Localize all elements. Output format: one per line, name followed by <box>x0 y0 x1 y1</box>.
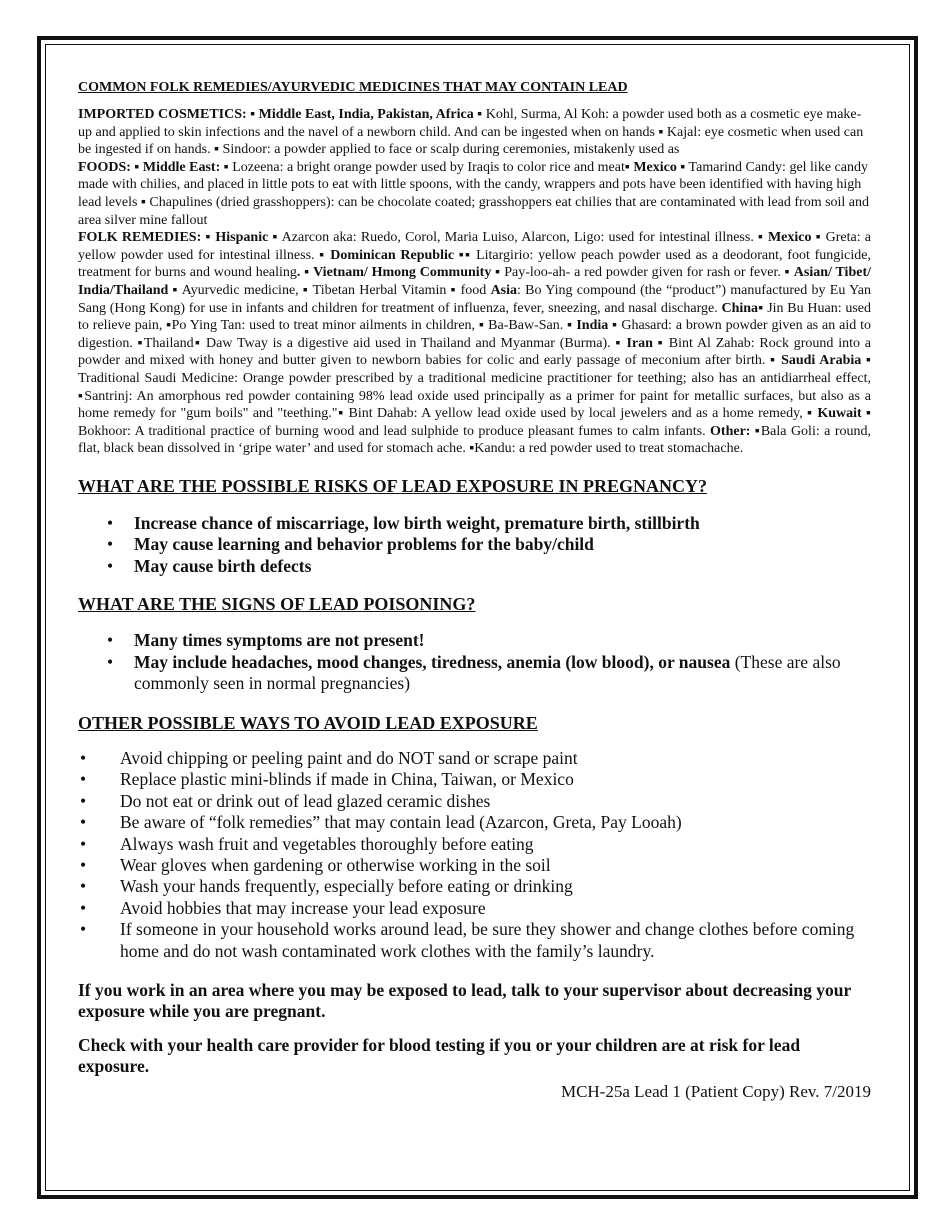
remedies-region-mexico: Mexico <box>767 230 812 246</box>
list-item: • Do not eat or drink out of lead glazed ceramic dishes <box>78 791 871 812</box>
remedies-text-iran: ▪ Bint Al Zahab: Rock ground into a powder and mixed with honey and butter given to newborn babies for colic and early passage of meconium after birth. ▪ <box>78 335 871 369</box>
remedies-label: FOLK REMEDIES: <box>78 230 202 246</box>
signs-list <box>78 630 871 695</box>
list-item: • Be aware of “folk remedies” that may contain lead (Azarcon, Greta, Pay Looah) <box>78 812 871 833</box>
remedies-text-mexico: ▪ Greta: a yellow powder used for intestinal illness. ▪ <box>78 230 872 263</box>
cosmetics-text: ▪ Kohl, Surma, Al Koh: a powder used both as a cosmetic eye make-up and applied to skin infections and the navel of a newborn child. And can be ingested when on hands ▪ Kajal: eye cosmetic when used can be ingested if on hands. ▪ Sindoor: a powder applied to face or scalp during ceremonies, mistakenly used as <box>78 107 864 158</box>
list-item: • May cause learning and behavior problems for the baby/child <box>78 534 871 556</box>
list-item: • If someone in your household works around lead, be sure they shower and change clothes before coming home and do not wash contaminated work clothes with the family’s laundry. <box>78 919 871 962</box>
foods-region-mexico: Mexico <box>633 159 677 175</box>
list-item: • Wash your hands frequently, especially before eating or drinking <box>78 876 871 897</box>
document-body <box>78 74 871 1102</box>
remedies-text-vietnam: ▪ Pay-loo-ah- a red powder given for rash or fever. ▪ <box>491 265 794 281</box>
remedies-text-other: ▪Bala Goli: a round, flat, black bean dissolved in ‘gripe water’ and used for stomach ache. ▪Kandu: a red powder used to treat stomachache. <box>78 423 871 457</box>
list-item: • Wear gloves when gardening or otherwise working in the soil <box>78 855 871 876</box>
remedies-region-hispanic: ▪ Hispanic <box>205 230 269 246</box>
remedies-text-asia: : Bo Ying compound (the “product”) manufactured by Eu Yan Sang (Hong Kong) for use in infants and children for treatment of influenza, fever, sneezing, and nasal discharge. <box>78 282 871 316</box>
list-item: • Increase chance of miscarriage, low birth weight, premature birth, stillbirth <box>78 513 871 535</box>
testing-notice: Check with your health care provider for blood testing if you or your children are at risk for lead exposure. <box>78 1034 801 1077</box>
foods-region-middle-east: ▪ Middle East: <box>134 159 221 175</box>
signs-heading: WHAT ARE THE SIGNS OF LEAD POISONING? <box>78 594 476 615</box>
foods-text-mexico: ▪ Tamarind Candy: gel like candy made with chilies, and placed in little pots to eat with little spoons, with the candy, wrappers and pots have been identified with having high lead levels ▪ Chapulines (dried grasshoppers): can be chocolate coated; grasshoppers eat chilies that are contaminated with lead from soil and area silver mine fallout <box>78 159 870 228</box>
list-item: • Avoid hobbies that may increase your lead exposure <box>78 898 871 919</box>
remedies-text-china: ▪ Jin Bu Huan: used to relieve pain, ▪Po Ying Tan: used to treat minor ailments in children, ▪ Ba-Baw-San. ▪ <box>78 300 872 334</box>
remedies-region-asian: Asian/ Tibet/ India/Thailand <box>78 265 871 298</box>
avoid-list <box>78 748 871 962</box>
cosmetics-label: IMPORTED COSMETICS: <box>78 107 247 122</box>
remedies-region-kuwait: Kuwait <box>817 406 862 422</box>
remedies-text-saudi: ▪ Traditional Saudi Medicine: Orange powder prescribed by a traditional medicine practitioner for teething; also has an antidiarrheal effect, ▪Santrinj: An amorphous red powder containing 98% lead oxide used principally as a primer for paint for metallic surfaces, but also as a home remedy for "gum boils" and "teething."▪ Bint Dahab: A yellow lead oxide used by local jewelers and as a home remedy, ▪ <box>78 353 871 422</box>
signs-item-note: (These are also commonly seen in normal pregnancies) <box>134 651 841 694</box>
remedies-region-dominican: Dominican Republic ▪▪ <box>330 247 472 263</box>
list-item: • Avoid chipping or peeling paint and do NOT sand or scrape paint <box>78 748 871 769</box>
list-item: • Replace plastic mini-blinds if made in China, Taiwan, or Mexico <box>78 769 871 790</box>
remedies-region-other: Other: <box>710 423 751 439</box>
remedies-region-iran: Iran <box>626 335 653 351</box>
remedies-region-india: India <box>576 318 609 334</box>
remedies-region-asia: Asia <box>490 282 518 298</box>
remedies-region-china: China <box>721 300 759 316</box>
signs-item-bold: May include headaches, mood changes, tiredness, anemia (low blood), or nausea <box>134 651 731 672</box>
remedies-region-saudi: Saudi Arabia <box>781 353 862 369</box>
remedies-text-kuwait: ▪ Bokhoor: A traditional practice of burning wood and lead sulphide to produce pleasant fumes to calm infants. <box>78 406 871 439</box>
imported-cosmetics-paragraph <box>78 106 871 159</box>
foods-paragraph <box>78 159 871 229</box>
list-item: • Always wash fruit and vegetables thoroughly before eating <box>78 834 871 855</box>
remedies-text-hispanic: ▪ Azarcon aka: Ruedo, Corol, Maria Luiso, Alarcon, Ligo: used for intestinal illness. ▪ <box>268 230 768 246</box>
work-notice: If you work in an area where you may be exposed to lead, talk to your supervisor about decreasing your exposure while you are pregnant. <box>78 979 851 1022</box>
list-item: • May cause birth defects <box>78 556 871 578</box>
list-item <box>78 652 871 695</box>
avoid-heading: OTHER POSSIBLE WAYS TO AVOID LEAD EXPOSURE <box>78 712 538 733</box>
folk-remedies-title: COMMON FOLK REMEDIES/AYURVEDIC MEDICINES THAT MAY CONTAIN LEAD <box>78 80 628 95</box>
remedies-text-dominican: Litargirio: yellow peach powder used as a deodorant, foot fungicide, treatment for burns and wound healing <box>78 247 871 281</box>
risks-list <box>78 513 871 578</box>
remedies-region-vietnam: . ▪ Vietnam/ Hmong Community <box>296 265 492 281</box>
list-item: • Many times symptoms are not present! <box>78 630 871 652</box>
folk-remedies-paragraph <box>78 229 871 458</box>
remedies-text-asian: ▪ Ayurvedic medicine, ▪ Tibetan Herbal Vitamin ▪ food <box>168 282 491 298</box>
remedies-text-india: ▪ Ghasard: a brown powder given as an aid to digestion. ▪Thailand▪ Daw Tway is a digestive aid used in Thailand and Myanmar (Burma). ▪ <box>78 318 871 351</box>
foods-text-middle-east: ▪ Lozeena: a bright orange powder used by Iraqis to color rice and meat▪ <box>220 159 634 175</box>
foods-label: FOODS: <box>78 159 131 175</box>
form-id: MCH-25a Lead 1 (Patient Copy) Rev. 7/2019 <box>560 1081 871 1101</box>
cosmetics-region: ▪ Middle East, India, Pakistan, Africa <box>250 107 474 122</box>
risks-heading: WHAT ARE THE POSSIBLE RISKS OF LEAD EXPOSURE IN PREGNANCY? <box>78 475 707 496</box>
